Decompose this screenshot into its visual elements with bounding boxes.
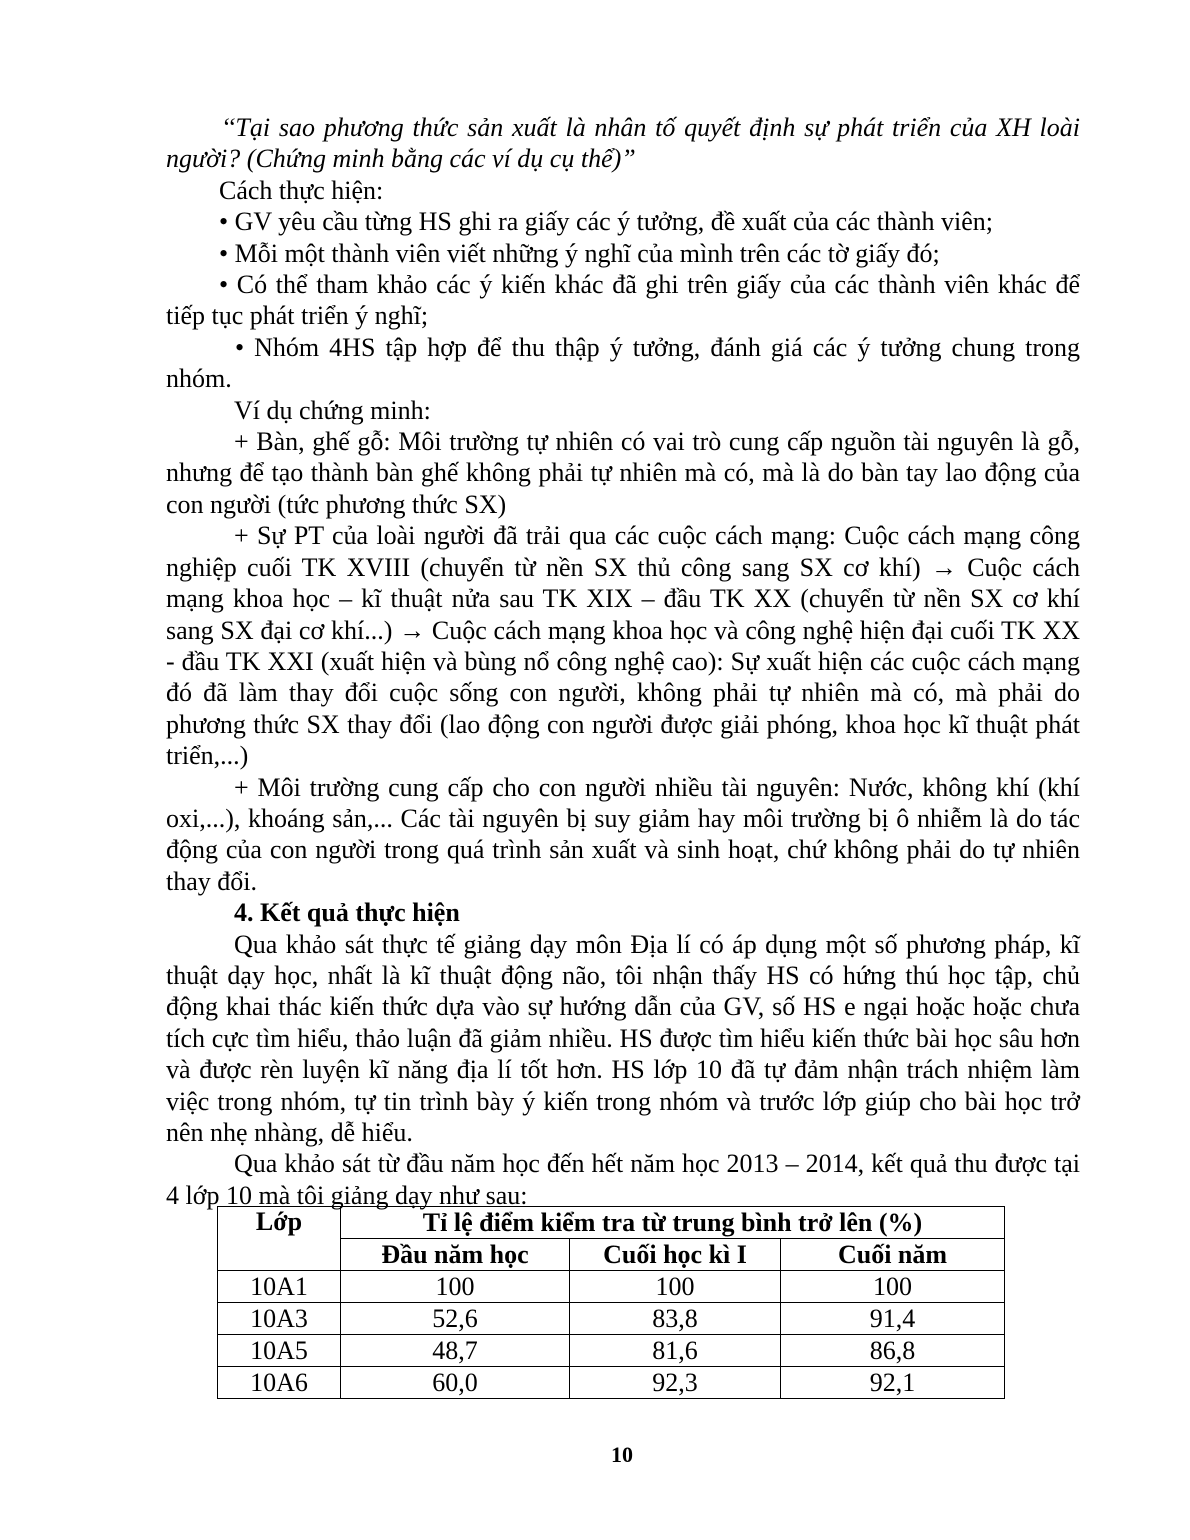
method-step: • GV yêu cầu từng HS ghi ra giấy các ý tưởng, đề xuất của các thành viên; (219, 207, 993, 237)
table-row (218, 1335, 1005, 1367)
section-heading: 4. Kết quả thực hiện (234, 898, 460, 928)
examples-title: Ví dụ chứng minh: (234, 395, 431, 425)
table-row (218, 1271, 1005, 1303)
method-step: • Nhóm 4HS tập hợp để thu thập ý tưởng, đánh giá các ý tưởng chung trong nhóm. (166, 332, 1080, 394)
header-class: Lớp (218, 1207, 341, 1271)
table-row (218, 1303, 1005, 1335)
example-paragraph: + Môi trường cung cấp cho con người nhiều tài nguyên: Nước, không khí (khí oxi,...), khoáng sản,... Các tài nguyên bị suy giảm hay môi trường bị ô nhiễm là do tác động của con người trong quá trình sản xuất và sinh hoạt, chứ không phải do tự nhiên thay đổi. (166, 772, 1080, 896)
method-step: • Có thể tham khảo các ý kiến khác đã ghi trên giấy của các thành viên khác để tiếp tục phát triển ý nghĩ; (166, 270, 1080, 331)
cell-term1: 92,3 (570, 1367, 781, 1399)
header-term1: Cuối học kì I (570, 1239, 781, 1271)
results-paragraph: Qua khảo sát thực tế giảng dạy môn Địa lí có áp dụng một số phương pháp, kĩ thuật dạy học, nhất là kĩ thuật động não, tôi nhận thấy HS có hứng thú học tập, chủ động khai thác kiến thức dựa vào sự hướng dẫn của GV, số HS e ngại hoặc hoặc chưa tích cực tìm hiểu, thảo luận đã giảm nhiều. HS được tìm hiểu kiến thức bài học sâu hơn và được rèn luyện kĩ năng địa lí tốt hơn. HS lớp 10 đã tự đảm nhận trách nhiệm làm việc trong nhóm, tự tin trình bày ý kiến trong nhóm và trước lớp giúp cho bài học trở nên nhẹ nhàng, dễ hiểu. (166, 929, 1080, 1147)
cell-end: 100 (781, 1271, 1005, 1303)
table-row (218, 1367, 1005, 1399)
cell-class: 10A3 (218, 1303, 341, 1335)
cell-term1: 83,8 (570, 1303, 781, 1335)
cell-start: 52,6 (341, 1303, 570, 1335)
survey-intro: Qua khảo sát từ đầu năm học đến hết năm học 2013 – 2014, kết quả thu được tại 4 lớp 10 mà tôi giảng dạy như sau: (166, 1149, 1080, 1210)
example-paragraph: + Sự PT của loài người đã trải qua các cuộc cách mạng: Cuộc cách mạng công nghiệp cuối TK XVIII (chuyển từ nền SX thủ công sang SX cơ khí) → Cuộc cách mạng khoa học – kĩ thuật nửa sau TK XIX – đầu TK XX (chuyển từ nền SX cơ khí sang SX đại cơ khí...) → Cuộc cách mạng khoa học và công nghệ hiện đại cuối TK XX - đầu TK XXI (xuất hiện và bùng nổ công nghệ cao): Sự xuất hiện các cuộc cách mạng đó đã làm thay đổi cuộc sống con người, không phải tự nhiên mà có, mà phải do phương thức SX thay đổi (lao động con người được giải phóng, khoa học kĩ thuật phát triển,...) (166, 521, 1080, 771)
header-start: Đầu năm học (341, 1239, 570, 1271)
method-title: Cách thực hiện: (219, 175, 384, 205)
cell-start: 60,0 (341, 1367, 570, 1399)
method-step: • Mỗi một thành viên viết những ý nghĩ của mình trên các tờ giấy đó; (219, 238, 940, 268)
cell-start: 100 (341, 1271, 570, 1303)
cell-term1: 81,6 (570, 1335, 781, 1367)
cell-end: 86,8 (781, 1335, 1005, 1367)
cell-class: 10A1 (218, 1271, 341, 1303)
page-number: 10 (611, 1442, 633, 1467)
results-table-container (217, 1206, 1005, 1399)
cell-end: 91,4 (781, 1303, 1005, 1335)
example-paragraph: + Bàn, ghế gỗ: Môi trường tự nhiên có vai trò cung cấp nguồn tài nguyên là gỗ, nhưng để tạo thành bàn ghế không phải tự nhiên mà có, mà là do bàn tay lao động của con người (tức phương thức SX) (166, 427, 1080, 519)
cell-class: 10A5 (218, 1335, 341, 1367)
cell-start: 48,7 (341, 1335, 570, 1367)
question-text: ‘‘Tại sao phương thức sản xuất là nhân tố quyết định sự phát triển của XH loài người? (Chứng minh bằng các ví dụ cụ thể)” (166, 113, 1080, 174)
cell-class: 10A6 (218, 1367, 341, 1399)
document-body (166, 112, 1080, 1211)
cell-term1: 100 (570, 1271, 781, 1303)
cell-end: 92,1 (781, 1367, 1005, 1399)
header-group: Tỉ lệ điểm kiểm tra từ trung bình trở lên (%) (341, 1207, 1005, 1239)
results-table (217, 1206, 1005, 1399)
header-end: Cuối năm (781, 1239, 1005, 1271)
